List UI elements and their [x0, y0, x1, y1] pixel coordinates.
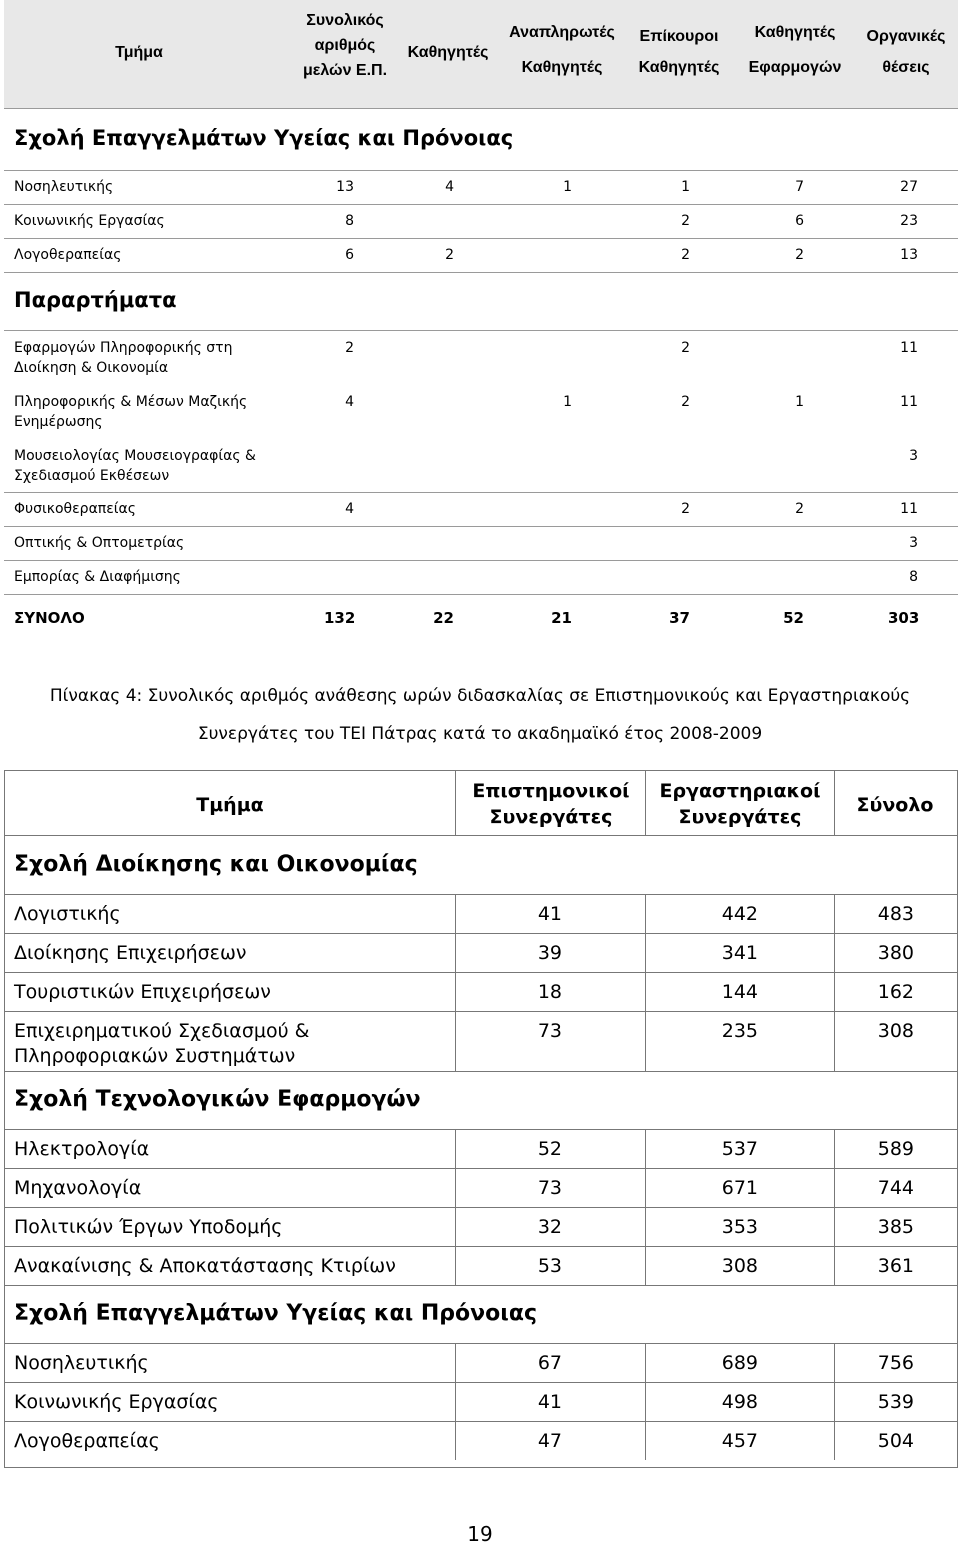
divider	[4, 1343, 958, 1344]
table-row	[4, 492, 958, 527]
cell-assist: 1	[681, 179, 690, 195]
cell-applied: 2	[795, 501, 804, 517]
total-associate: 21	[551, 609, 572, 627]
table-caption-line-1: Πίνακας 4: Συνολικός αριθμός ανάθεσης ωρών διδασκαλίας σε Επιστημονικούς και Εργαστηριακούς	[49, 686, 911, 706]
divider	[4, 1071, 958, 1072]
total-positions: 303	[888, 609, 920, 627]
table-row	[4, 526, 958, 561]
column-divider	[834, 1343, 835, 1460]
cell-lab: 457	[721, 1430, 758, 1452]
total-label: ΣΥΝΟΛΟ	[14, 609, 85, 627]
divider	[4, 894, 958, 895]
section-title: Σχολή Τεχνολογικών Εφαρμογών	[14, 1087, 421, 1112]
row-label: Πληροφορικής & Μέσων Μαζικής Ενημέρωσης	[14, 394, 248, 430]
divider	[4, 1207, 958, 1208]
t2-header-scientific: Επιστημονικοί Συνεργάτες	[472, 780, 630, 828]
cell-total: 162	[877, 981, 914, 1003]
cell-total: 13	[336, 179, 354, 195]
cell-positions: 27	[900, 179, 918, 195]
cell-lab: 308	[721, 1255, 758, 1277]
cell-lab: 235	[721, 1020, 758, 1042]
t2-header-lab: Εργαστηριακοί Συνεργάτες	[659, 780, 821, 828]
cell-lab: 442	[721, 903, 758, 925]
row-label: Μουσειολογίας Μουσειογραφίας & Σχεδιασμού Εκθέσεων	[14, 448, 256, 484]
divider	[4, 972, 958, 973]
divider	[4, 1129, 958, 1130]
cell-assist: 2	[681, 501, 690, 517]
row-label: Εφαρμογών Πληροφορικής στη Διοίκηση & Οικονομία	[14, 340, 233, 376]
total-applied: 52	[783, 609, 804, 627]
cell-positions: 13	[900, 247, 918, 263]
table-row	[4, 384, 958, 438]
section-title: Σχολή Επαγγελμάτων Υγείας και Πρόνοιας	[14, 126, 514, 150]
cell-applied: 7	[795, 179, 804, 195]
cell-total: 2	[345, 340, 354, 356]
row-label: Λογοθεραπείας	[14, 1430, 160, 1452]
cell-assoc: 1	[563, 179, 572, 195]
cell-total: 539	[877, 1391, 914, 1413]
table-caption-line-2: Συνεργάτες του ΤΕΙ Πάτρας κατά το ακαδημαϊκό έτος 2008-2009	[197, 724, 763, 744]
cell-sci: 41	[537, 1391, 562, 1413]
column-divider	[834, 770, 835, 835]
cell-total: 589	[877, 1138, 914, 1160]
row-label: Τουριστικών Επιχειρήσεων	[14, 981, 271, 1003]
column-divider	[455, 894, 456, 1071]
column-divider	[645, 1129, 646, 1285]
row-label: Διοίκησης Επιχειρήσεων	[14, 942, 247, 964]
table-row	[4, 238, 958, 273]
total-assistant: 37	[669, 609, 690, 627]
cell-positions: 11	[900, 340, 918, 356]
cell-sci: 39	[537, 942, 562, 964]
cell-lab: 353	[721, 1216, 758, 1238]
total-professors: 22	[433, 609, 454, 627]
column-divider	[645, 894, 646, 1071]
cell-positions: 8	[909, 569, 918, 585]
cell-positions: 23	[900, 213, 918, 229]
section-title: Παραρτήματα	[14, 288, 177, 312]
cell-total: 756	[877, 1352, 914, 1374]
divider	[4, 933, 958, 934]
cell-positions: 3	[909, 535, 918, 551]
divider	[4, 1011, 958, 1012]
cell-total: 385	[877, 1216, 914, 1238]
column-divider	[645, 1343, 646, 1460]
cell-total: 380	[877, 942, 914, 964]
section-row	[4, 108, 958, 171]
divider	[4, 1382, 958, 1383]
header-total-members: Συνολικός αριθμός μελών Ε.Π.	[302, 12, 388, 79]
cell-positions: 11	[900, 501, 918, 517]
cell-lab: 689	[721, 1352, 758, 1374]
row-label: Λογοθεραπείας	[14, 247, 122, 263]
cell-sci: 67	[537, 1352, 562, 1374]
header-positions: Οργανικές θέσεις	[866, 28, 946, 76]
cell-total: 8	[345, 213, 354, 229]
section-row	[4, 272, 958, 331]
table-row	[4, 330, 958, 384]
cell-lab: 341	[721, 942, 758, 964]
divider	[4, 1168, 958, 1169]
cell-sci: 41	[537, 903, 562, 925]
column-divider	[455, 770, 456, 835]
row-label: Μηχανολογία	[14, 1177, 142, 1199]
cell-applied: 2	[795, 247, 804, 263]
header-applied: Καθηγητές Εφαρμογών	[748, 24, 842, 76]
column-divider	[455, 1129, 456, 1285]
cell-prof: 4	[445, 179, 454, 195]
row-label: Φυσικοθεραπείας	[14, 501, 136, 517]
cell-prof: 2	[445, 247, 454, 263]
t2-header-dept: Τμήμα	[196, 794, 264, 816]
cell-lab: 498	[721, 1391, 758, 1413]
divider	[4, 1421, 958, 1422]
row-label: Πολιτικών Έργων Υποδομής	[14, 1216, 283, 1238]
cell-lab: 671	[721, 1177, 758, 1199]
header-assistant: Επίκουροι Καθηγητές	[638, 28, 720, 76]
total-members: 132	[324, 609, 356, 627]
cell-positions: 11	[900, 394, 918, 410]
column-divider	[834, 1129, 835, 1285]
table-row	[4, 560, 958, 595]
row-label: Επιχειρηματικού Σχεδιασμού & Πληροφοριακών Συστημάτων	[14, 1020, 310, 1067]
header-dept: Τμήμα	[115, 44, 163, 61]
divider	[4, 1285, 958, 1286]
row-label: Λογιστικής	[14, 903, 121, 925]
cell-sci: 73	[537, 1177, 562, 1199]
row-label: Κοινωνικής Εργασίας	[14, 1391, 219, 1413]
table-row	[4, 204, 958, 239]
row-label: Εμπορίας & Διαφήμισης	[14, 569, 181, 585]
row-label: Νοσηλευτικής	[14, 1352, 149, 1374]
total-row	[4, 596, 958, 638]
cell-total: 361	[877, 1255, 914, 1277]
cell-positions: 3	[909, 448, 918, 464]
table-row	[4, 170, 958, 205]
cell-sci: 53	[537, 1255, 562, 1277]
row-label: Ανακαίνισης & Αποκατάστασης Κτιρίων	[14, 1255, 396, 1277]
cell-total: 744	[877, 1177, 914, 1199]
cell-total: 504	[877, 1430, 914, 1452]
table-row	[4, 438, 958, 493]
header-associate: Αναπληρωτές Καθηγητές	[509, 24, 615, 76]
cell-assoc: 1	[563, 394, 572, 410]
cell-lab: 144	[721, 981, 758, 1003]
cell-total: 308	[877, 1020, 914, 1042]
cell-sci: 52	[537, 1138, 562, 1160]
cell-sci: 18	[537, 981, 562, 1003]
section-title: Σχολή Επαγγελμάτων Υγείας και Πρόνοιας	[14, 1301, 537, 1326]
cell-lab: 537	[721, 1138, 758, 1160]
section-title: Σχολή Διοίκησης και Οικονομίας	[14, 852, 418, 877]
cell-total: 4	[345, 501, 354, 517]
column-divider	[645, 770, 646, 835]
cell-assist: 2	[681, 213, 690, 229]
cell-applied: 6	[795, 213, 804, 229]
cell-assist: 2	[681, 340, 690, 356]
cell-total: 4	[345, 394, 354, 410]
column-divider	[455, 1343, 456, 1460]
cell-assist: 2	[681, 394, 690, 410]
table1-header	[4, 0, 958, 109]
cell-sci: 32	[537, 1216, 562, 1238]
row-label: Οπτικής & Οπτομετρίας	[14, 535, 185, 551]
cell-sci: 73	[537, 1020, 562, 1042]
header-professors: Καθηγητές	[407, 44, 489, 61]
row-label: Ηλεκτρολογία	[14, 1138, 150, 1160]
page-number: 19	[467, 1522, 493, 1546]
cell-sci: 47	[537, 1430, 562, 1452]
cell-total: 6	[345, 247, 354, 263]
cell-assist: 2	[681, 247, 690, 263]
divider	[4, 835, 958, 836]
t2-header-total: Σύνολο	[856, 794, 934, 816]
row-label: Νοσηλευτικής	[14, 179, 114, 195]
divider	[4, 1246, 958, 1247]
cell-applied: 1	[795, 394, 804, 410]
row-label: Κοινωνικής Εργασίας	[14, 213, 165, 229]
cell-total: 483	[877, 903, 914, 925]
column-divider	[834, 894, 835, 1071]
